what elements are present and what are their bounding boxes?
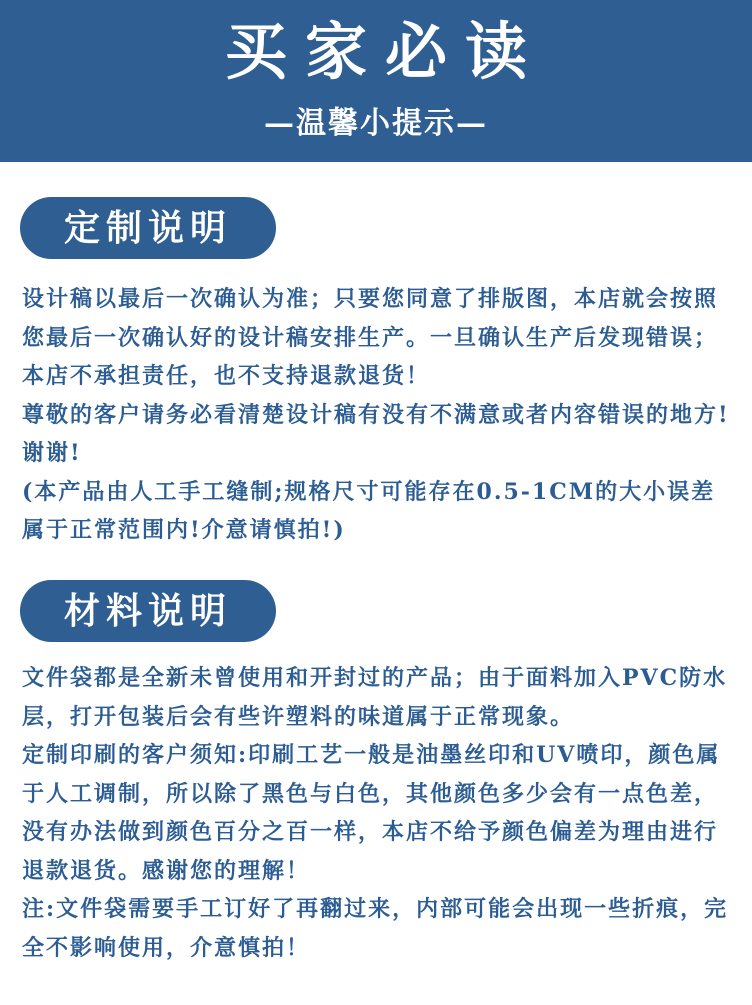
section-heading-label: 材料说明 (63, 590, 232, 632)
customization-notes (22, 280, 732, 550)
paragraph: 定制印刷的客户须知:印刷工艺一般是油墨丝印和UV喷印，颜色属于人工调制，所以除了黑色与白色，其他颜色多少会有一点色差，没有办法做到颜色百分之百一样，本店不给予颜色偏差为理由进行退款退货。感谢您的理解！ (22, 742, 721, 884)
paragraph: 尊敬的客户请务必看清楚设计稿有没有不满意或者内容错误的地方!谢谢! (22, 401, 730, 466)
section-heading-customization (20, 197, 276, 259)
paragraph: 设计稿以最后一次确认为准；只要您同意了排版图，本店就会按照您最后一次确认好的设计稿安排生产。一旦确认生产后发现错误；本店不承担责任，也不支持退款退货！ (22, 286, 719, 389)
section-heading-material (20, 580, 276, 642)
header-banner (0, 0, 752, 162)
material-notes (22, 659, 732, 967)
paragraph: 注:文件袋需要手工订好了再翻过来，内部可能会出现一些折痕，完全不影响使用，介意慎拍！ (22, 896, 729, 961)
section-heading-label: 定制说明 (63, 207, 232, 249)
paragraph: (本产品由人工手工缝制;规格尺寸可能存在0.5-1CM的大小误差属于正常范围内!介意请慎拍!) (22, 478, 716, 543)
paragraph: 文件袋都是全新未曾使用和开封过的产品；由于面料加入PVC防水层，打开包装后会有些许塑料的味道属于正常现象。 (22, 665, 728, 730)
page-title: 买家必读 (224, 15, 545, 88)
page-subtitle: —温馨小提示— (264, 106, 488, 141)
